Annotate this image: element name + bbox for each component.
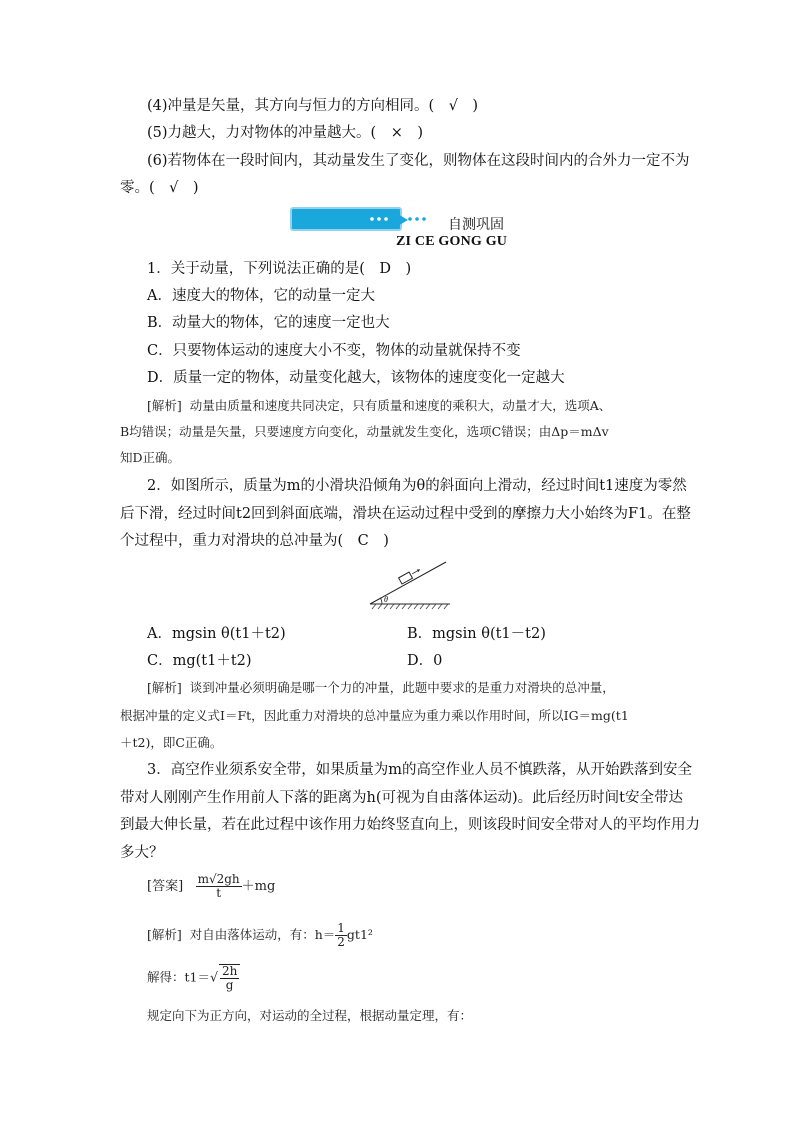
q3-solve-num: 2h [221,964,238,978]
q3-half-fraction [335,922,347,949]
banner-arrow-icon [290,207,430,233]
q2-stem-line1: 2．如图所示，质量为m的小滑块沿倾角为θ的斜面向上滑动，经过时间t1速度为零然 [147,478,687,494]
q3-answer-tail: ＋mg [241,879,276,894]
q1-option-b: B．动量大的物体，它的速度一定也大 [147,315,390,331]
incline-figure [362,558,458,614]
q1-explanation-line1 [147,396,611,416]
q1-explanation-line3: 知D正确。 [120,450,181,465]
statement-6-line1: (6)若物体在一段时间内，其动量发生了变化，则物体在这段时间内的合外力一定不为 [147,153,690,169]
banner-title: 自测巩固 [448,217,504,233]
q3-explanation-tag: [解析] [147,927,182,942]
q3-explanation-tail: gt1² [346,927,373,942]
statement-6-line2: 零。( √ ) [120,180,199,196]
statement-4: (4)冲量是矢量，其方向与恒力的方向相同。( √ ) [147,98,479,114]
q3-answer-fraction [196,873,242,900]
q3-half-den: 2 [337,935,345,949]
q1-explanation-text1: 动量由质量和速度共同决定，只有质量和速度的乘积大，动量才大，选项A、 [189,398,612,413]
q3-stem-line4: 多大？ [120,845,164,861]
q2-explanation-line1 [147,678,615,698]
q3-solve-den: g [225,978,234,992]
q1-option-d: D．质量一定的物体，动量变化越大，该物体的速度变化一定越大 [147,370,565,386]
q3-answer-tag: [答案] [147,879,184,894]
q2-stem-line3: 个过程中，重力对滑块的总冲量为( C ) [120,533,389,549]
q2-explanation-text1: 谈到冲量必须明确是哪一个力的冲量，此题中要求的是重力对滑块的总冲量， [189,680,615,695]
q3-answer-numerator: m√2gh [197,872,240,886]
q1-stem: 1．关于动量，下列说法正确的是( D ) [147,261,412,277]
q2-option-a: A．mgsin θ(t1＋t2) [147,626,286,642]
q3-solve-line: 解得：t1＝√ $\frac{2h}{g}$ [147,964,240,992]
statement-5: (5)力越大，力对物体的冲量越大。( × ) [147,125,424,141]
incline-slope [370,562,446,604]
q2-option-d: D．0 [407,653,443,669]
q3-answer-denominator: t [216,886,222,900]
q1-explanation-line2: B均错误；动量是矢量，只要速度方向变化，动量就发生变化，选项C错误；由Δp＝mΔv [120,424,609,439]
q3-solve-fraction [219,964,240,992]
q3-half-num: 1 [337,921,345,935]
q1-explanation-tag: [解析] [147,398,182,413]
ground-hatching [372,604,448,609]
q3-answer [147,873,275,900]
q3-explanation-text1: 对自由落体运动，有：h＝ [189,927,336,942]
q1-option-c: C．只要物体运动的速度大小不变，物体的动量就保持不变 [147,343,521,359]
q2-option-c: C．mg(t1＋t2) [147,653,252,669]
q2-explanation-line2: 根据冲量的定义式I＝Ft，因此重力对滑块的总冲量应为重力乘以作用时间，所以IG＝mg(t1 [120,708,629,723]
banner-subtitle: ZI CE GONG GU [396,234,508,249]
q3-stem-line3: 到最大伸长量，若在此过程中该作用力始终竖直向上，则该段时间安全带对人的平均作用力 [120,817,700,833]
q2-explanation-line3: ＋t2)，即C正确。 [120,735,223,750]
q1-option-a: A．速度大的物体，它的动量一定大 [147,288,375,304]
angle-arc [381,598,383,604]
q3-explanation-line1 [147,922,373,949]
q2-explanation-tag: [解析] [147,680,182,695]
q3-solve-label: 解得：t1＝ [147,969,210,985]
q3-last-line: 规定向下为正方向，对运动的全过程，根据动量定理，有： [147,1008,473,1023]
q3-stem-line1: 3．高空作业须系安全带，如果质量为m的高空作业人员不慎跌落，从开始跌落到安全 [147,762,692,778]
q2-stem-line2: 后下滑，经过时间t2回到斜面底端，滑块在运动过程中受到的摩擦力大小始终为F1。在整 [120,506,691,522]
angle-label: θ [384,595,388,604]
q2-option-b: B．mgsin θ(t1－t2) [407,626,546,642]
section-banner [290,207,430,233]
q3-stem-line2: 带对人刚刚产生作用前人下落的距离为h(可视为自由落体运动)。此后经历时间t安全带达 [120,790,683,806]
